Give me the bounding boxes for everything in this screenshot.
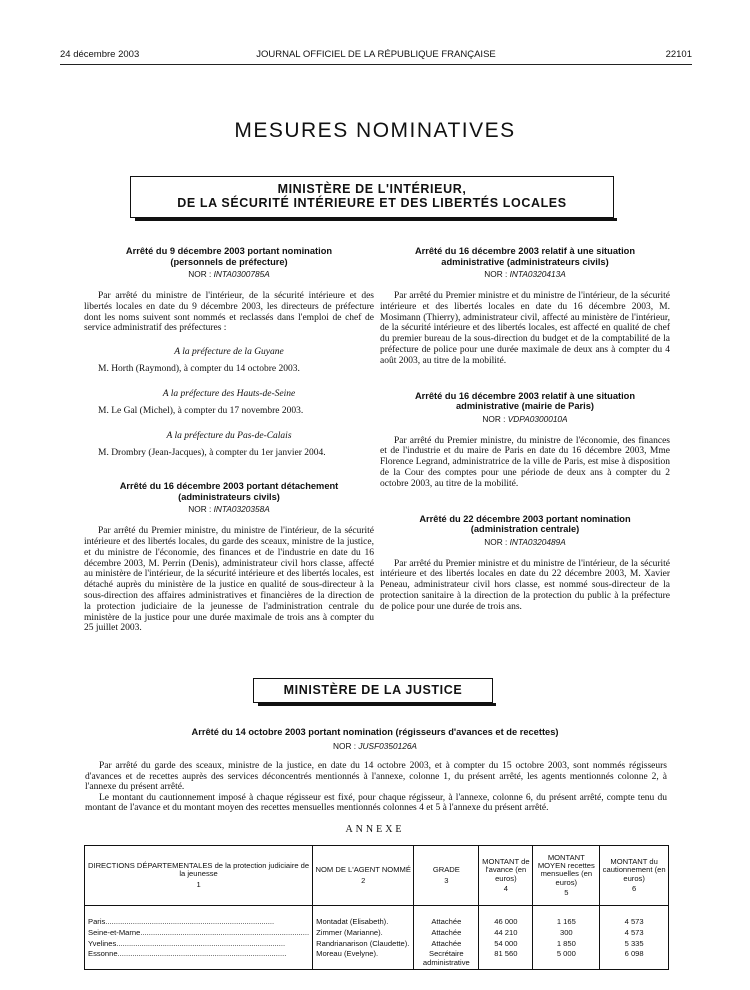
header-rule	[60, 64, 692, 65]
article-title: Arrêté du 16 décembre 2003 relatif à une situation	[414, 246, 636, 256]
agent-cell: Montadat (Elisabeth).	[313, 906, 414, 929]
section-title: MESURES NOMINATIVES	[234, 119, 516, 142]
running-header	[60, 49, 692, 63]
nor-reference: NOR : INTA0300785A	[188, 269, 270, 279]
article-body: Par arrêté du Premier ministre et du ministre de l'intérieur, de la sécurité intérieure et des libertés locales en date du 16 décembre 2003, M. Mosimann (Thierry), administrateur civil, affecté au ministère de l'intérieur, de la sécurité intérieure et des libertés locales, est affecté en qualité de chef du premier bureau de la sous-direction du budget et de la comptabilité de la préfecture de police pour une durée maximale de deux ans à compter du 4 août 2003, au titre de la mobilité.	[380, 291, 670, 366]
column-header: MONTANT du cautionnement (en euros) 6	[600, 846, 669, 906]
article-situation-mairie	[380, 391, 670, 490]
agent-cell: Moreau (Evelyne).	[313, 950, 414, 969]
grade-cell: Attachée	[414, 940, 479, 951]
recettes-cell: 5 000	[533, 950, 600, 969]
article-nomination-prefecture	[84, 246, 374, 459]
ministry-interior-box	[130, 176, 614, 218]
article-body: Par arrêté du Premier ministre, du ministre de l'économie, des finances et de l'industrie et du maire de Paris en date du 16 décembre 2003, Mme Florence Legrand, administratrice de la ville de Paris, est mise à disposition de la Cour des comptes pour une période de deux ans à compter du 2 octobre 2003, au titre de la mobilité.	[380, 435, 670, 489]
table-row	[85, 950, 669, 969]
nor-reference: NOR : INTA0320413A	[484, 269, 566, 279]
ministry-interior-line2: DE LA SÉCURITÉ INTÉRIEURE ET DES LIBERTÉS LOCALES	[177, 196, 567, 210]
article-title: Arrêté du 16 décembre 2003 portant détachement	[119, 481, 339, 492]
agent-cell: Zimmer (Marianne).	[313, 929, 414, 940]
avance-cell: 46 000	[479, 906, 533, 929]
article-subtitle: administrative (administrateurs civils)	[441, 256, 609, 267]
avance-cell: 44 210	[479, 929, 533, 940]
header-date: 24 décembre 2003	[60, 49, 140, 60]
article-title: Arrêté du 9 décembre 2003 portant nomination	[125, 246, 333, 256]
ministry-justice-box: MINISTÈRE DE LA JUSTICE	[253, 678, 493, 703]
article-title: Arrêté du 16 décembre 2003 relatif à une situation	[414, 390, 636, 401]
column-header: GRADE 3	[414, 846, 479, 906]
justice-article-body	[85, 761, 667, 814]
justice-nor-reference: NOR : JUSF0350126A	[333, 741, 417, 751]
nominee-line: M. Drombry (Jean-Jacques), à compter du 1er janvier 2004.	[98, 448, 326, 459]
prefecture-heading: A la préfecture du Pas-de-Calais	[166, 431, 292, 442]
justice-paragraph-1: Par arrêté du garde des sceaux, ministre de la justice, en date du 14 octobre 2003, et à compter du 15 octobre 2003, sont nommés régisseurs d'avances et de recettes auprès des services déconcentrés mentionnés à l'annexe, colonne 1, du présent arrêté, les agents mentionnés colonne 2, à l'annexe du présent arrêté.	[85, 761, 667, 793]
grade-cell: Attachée	[414, 929, 479, 940]
column-header: NOM DE L'AGENT NOMMÉ 2	[313, 846, 414, 906]
table-header-row	[85, 846, 669, 906]
article-nomination-centrale	[380, 514, 670, 613]
ministry-interior-line1: MINISTÈRE DE L'INTÉRIEUR,	[277, 182, 467, 196]
caution-cell: 4 573	[600, 906, 669, 929]
recettes-cell: 1 850	[533, 940, 600, 951]
dept-cell: Seine-et-Marne................................................................................	[85, 929, 313, 940]
recettes-cell: 300	[533, 929, 600, 940]
column-header: MONTANT de l'avance (en euros) 4	[479, 846, 533, 906]
column-header: DIRECTIONS DÉPARTEMENTALES de la protection judiciaire de la jeunesse 1	[85, 846, 313, 906]
dept-cell: Essonne................................................................................	[85, 950, 313, 969]
justice-paragraph-2: Le montant du cautionnement imposé à chaque régisseur est fixé, pour chaque régisseur, à l'annexe, colonne 6, du présent arrêté, compte tenu du montant de l'avance et du montant moyen des recettes mensuelles mentionnés colonnes 4 et 5 à l'annexe du présent arrêté.	[85, 792, 667, 814]
caution-cell: 4 573	[600, 929, 669, 940]
header-page-number: 22101	[665, 49, 692, 60]
column-header: MONTANT MOYEN recettes mensuelles (en euros) 5	[533, 846, 600, 906]
article-title: Arrêté du 22 décembre 2003 portant nomination	[419, 513, 631, 524]
article-body: Par arrêté du ministre de l'intérieur, de la sécurité intérieure et des libertés locales en date du 9 décembre 2003, les directeurs de préfecture dont les noms suivent sont nommés et reclassés dans l'emploi de chef de service administratif des préfectures :	[84, 291, 374, 334]
prefecture-heading: A la préfecture des Hauts-de-Seine	[162, 389, 296, 400]
nominee-line: M. Le Gal (Michel), à compter du 17 novembre 2003.	[98, 406, 304, 417]
recettes-cell: 1 165	[533, 906, 600, 929]
article-body: Par arrêté du Premier ministre, du ministre de l'intérieur, de la sécurité intérieure et des libertés locales, du garde des sceaux, ministre de la justice, et du ministre de l'économie, des finances et de l'industrie en date du 16 décembre 2003, M. Perrin (Denis), administrateur civil hors classe, affecté au ministère de l'intérieur, de la sécurité intérieure et des libertés locales, est détaché auprès du ministère de la justice en qualité de sous-directeur à la sous-direction des affaires administratives et financières de la direction de la protection judiciaire de la jeunesse de l'administration centrale du ministère de la justice pour une durée maximale de trois ans à compter du 25 juillet 2003.	[84, 526, 374, 634]
table-row	[85, 929, 669, 940]
article-subtitle: (administrateurs civils)	[178, 491, 280, 502]
avance-cell: 54 000	[479, 940, 533, 951]
justice-article-title: Arrêté du 14 octobre 2003 portant nomination (régisseurs d'avances et de recettes)	[191, 727, 559, 737]
article-subtitle: (administration centrale)	[470, 524, 580, 535]
caution-cell: 5 335	[600, 940, 669, 951]
nor-reference: NOR : INTA0320358A	[188, 504, 270, 515]
left-column	[84, 246, 374, 634]
nominee-line: M. Horth (Raymond), à compter du 14 octobre 2003.	[98, 364, 300, 375]
dept-cell: Yvelines................................................................................	[85, 940, 313, 951]
article-subtitle: administrative (mairie de Paris)	[456, 401, 594, 412]
header-journal-title: JOURNAL OFFICIEL DE LA RÉPUBLIQUE FRANÇAISE	[256, 49, 496, 60]
avance-cell: 81 560	[479, 950, 533, 969]
right-column	[380, 246, 670, 613]
annex-table	[84, 845, 669, 970]
article-detachement	[84, 481, 374, 634]
nor-reference: NOR : VDPA0300010A	[482, 413, 568, 424]
article-body: Par arrêté du Premier ministre et du ministre de l'intérieur, de la sécurité intérieure et des libertés locales en date du 22 décembre 2003, M. Xavier Peneau, administrateur civil hors classe, est nommé sous-directeur de la protection sanitaire à la direction de la protection du public à la préfecture de police pour une durée de trois ans.	[380, 558, 670, 612]
caution-cell: 6 098	[600, 950, 669, 969]
nor-reference: NOR : INTA0320489A	[484, 536, 566, 547]
article-situation-administrateurs	[380, 246, 670, 367]
dept-cell: Paris................................................................................	[85, 906, 313, 929]
article-subtitle: (personnels de préfecture)	[170, 256, 288, 267]
table-row	[85, 906, 669, 929]
prefecture-heading: A la préfecture de la Guyane	[174, 347, 284, 358]
annex-title: ANNEXE	[345, 824, 405, 835]
agent-cell: Randrianarison (Claudette).	[313, 940, 414, 951]
grade-cell: Secrétaire administrative	[414, 950, 479, 969]
grade-cell: Attachée	[414, 906, 479, 929]
